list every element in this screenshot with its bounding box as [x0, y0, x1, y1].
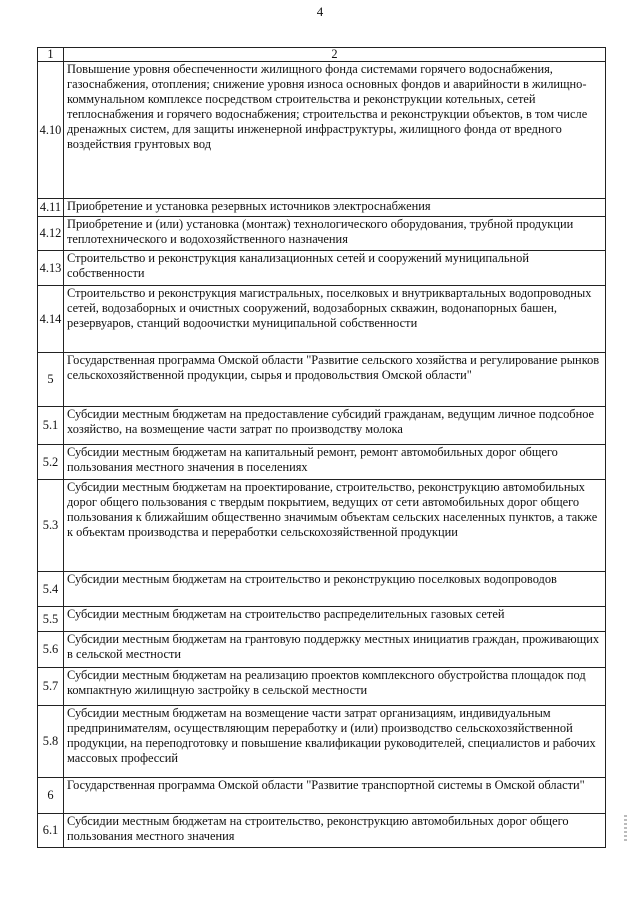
row-number: 4.11 — [38, 199, 64, 217]
page-number: 4 — [316, 4, 324, 19]
programs-table — [37, 47, 606, 848]
row-number: 5.1 — [38, 407, 64, 445]
row-text: Государственная программа Омской области "Развитие сельского хозяйства и регулирование рынков сельскохозяйственной продукции, сырья и продовольствия Омской области" — [64, 353, 606, 407]
row-number: 4.12 — [38, 217, 64, 251]
table-row — [38, 632, 606, 668]
row-number: 5.3 — [38, 480, 64, 572]
row-number: 5.7 — [38, 668, 64, 706]
row-number: 5.4 — [38, 572, 64, 607]
row-text: Субсидии местным бюджетам на строительство, реконструкцию автомобильных дорог общего пользования местного значения — [64, 814, 606, 848]
table-row — [38, 706, 606, 778]
table-row — [38, 480, 606, 572]
row-number: 6.1 — [38, 814, 64, 848]
row-number: 6 — [38, 778, 64, 814]
row-text: Строительство и реконструкция магистральных, поселковых и внутриквартальных водопроводных сетей, водозаборных и очистных сооружений, водозаборных скважин, водонапорных башен, резервуаров, станций водоочистки муниципальной собственности — [64, 286, 606, 353]
table-row — [38, 814, 606, 848]
row-number: 5.6 — [38, 632, 64, 668]
row-text: Субсидии местным бюджетам на предоставление субсидий гражданам, ведущим личное подсобное хозяйство, на возмещение части затрат по производству молока — [64, 407, 606, 445]
row-number: 5.2 — [38, 445, 64, 480]
table-row — [38, 353, 606, 407]
table-row — [38, 607, 606, 632]
header-cell-2: 2 — [64, 48, 606, 62]
table-row — [38, 286, 606, 353]
table-row — [38, 778, 606, 814]
row-text: Субсидии местным бюджетам на капитальный ремонт, ремонт автомобильных дорог общего пользования местного значения в поселениях — [64, 445, 606, 480]
table-row — [38, 251, 606, 286]
table-row — [38, 62, 606, 199]
row-text: Субсидии местным бюджетам на строительство и реконструкцию поселковых водопроводов — [64, 572, 606, 607]
row-text: Строительство и реконструкция канализационных сетей и сооружений муниципальной собственности — [64, 251, 606, 286]
row-text: Субсидии местным бюджетам на реализацию проектов комплексного обустройства площадок под компактную жилищную застройку в сельской местности — [64, 668, 606, 706]
row-number: 4.13 — [38, 251, 64, 286]
table-row — [38, 199, 606, 217]
row-text: Государственная программа Омской области "Развитие транспортной системы в Омской области" — [64, 778, 606, 814]
scan-artifact — [624, 815, 627, 843]
table-header-row — [38, 48, 606, 62]
header-cell-1: 1 — [38, 48, 64, 62]
table-row — [38, 217, 606, 251]
table-row — [38, 445, 606, 480]
row-text: Повышение уровня обеспеченности жилищного фонда системами горячего водоснабжения, газоснабжения, отопления; снижение уровня износа основных фондов и аварийности в жилищно-коммунальном комплексе посредством строительства и реконструкции котельных, сетей теплоснабжения и горячего водоснабжения; строительства и реконструкции объектов, в том числе дренажных систем, для защиты инженерной инфраструктуры, жилищного фонда от вредного воздействия грунтовых вод — [64, 62, 606, 199]
row-number: 5 — [38, 353, 64, 407]
row-text: Приобретение и (или) установка (монтаж) технологического оборудования, трубной продукции теплотехнического и водохозяйственного назначения — [64, 217, 606, 251]
table-row — [38, 572, 606, 607]
table-row — [38, 407, 606, 445]
row-text: Приобретение и установка резервных источников электроснабжения — [64, 199, 606, 217]
row-text: Субсидии местным бюджетам на строительство распределительных газовых сетей — [64, 607, 606, 632]
row-number: 4.14 — [38, 286, 64, 353]
row-number: 4.10 — [38, 62, 64, 199]
row-text: Субсидии местным бюджетам на возмещение части затрат организациям, индивидуальным предпринимателям, осуществляющим переработку и (или) производство сельскохозяйственной продукции, на переподготовку и повышение квалификации руководителей, специалистов и рабочих массовых профессий — [64, 706, 606, 778]
row-number: 5.5 — [38, 607, 64, 632]
table-row — [38, 668, 606, 706]
row-text: Субсидии местным бюджетам на проектирование, строительство, реконструкцию автомобильных дорог общего пользования с твердым покрытием, ведущих от сети автомобильных дорог общего пользования к ближайшим общественно значимым объектам сельских населенных пунктов, а также к объектам производства и переработки сельскохозяйственной продукции — [64, 480, 606, 572]
row-text: Субсидии местным бюджетам на грантовую поддержку местных инициатив граждан, проживающих в сельской местности — [64, 632, 606, 668]
row-number: 5.8 — [38, 706, 64, 778]
